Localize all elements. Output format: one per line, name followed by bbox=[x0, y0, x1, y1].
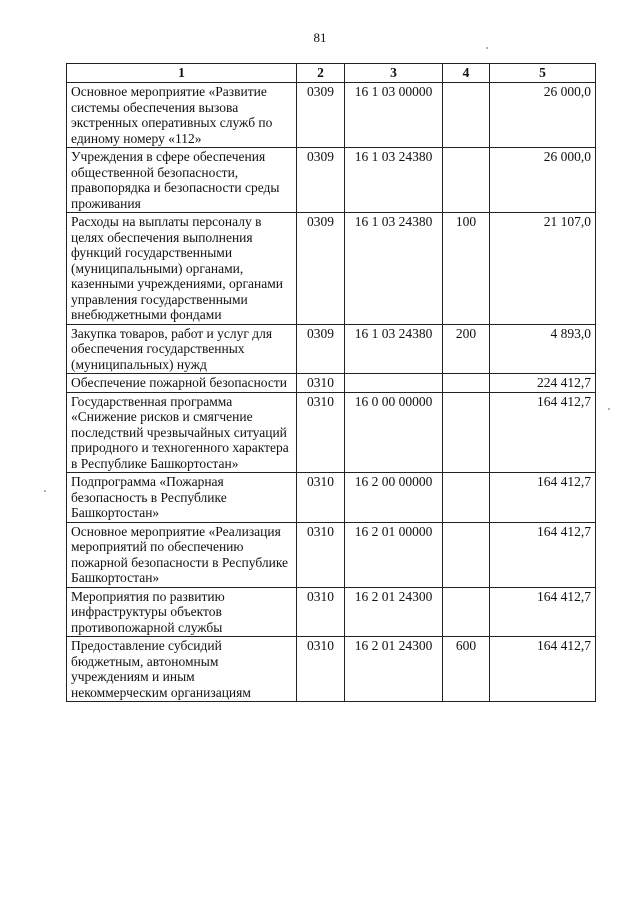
cell-name: Обеспечение пожарной безопасности bbox=[67, 374, 297, 393]
cell-section: 0309 bbox=[297, 324, 345, 374]
cell-article: 16 0 00 00000 bbox=[345, 392, 443, 473]
cell-article: 16 1 03 24380 bbox=[345, 148, 443, 213]
cell-type bbox=[443, 83, 490, 148]
cell-section: 0309 bbox=[297, 148, 345, 213]
cell-type bbox=[443, 392, 490, 473]
cell-sum: 164 412,7 bbox=[490, 522, 596, 587]
cell-sum: 26 000,0 bbox=[490, 83, 596, 148]
cell-section: 0309 bbox=[297, 213, 345, 325]
cell-sum: 26 000,0 bbox=[490, 148, 596, 213]
cell-type: 200 bbox=[443, 324, 490, 374]
cell-name: Мероприятия по развитию инфраструктуры объектов противопожарной службы bbox=[67, 587, 297, 637]
cell-article: 16 2 01 24300 bbox=[345, 587, 443, 637]
table-row bbox=[67, 83, 596, 148]
cell-section: 0310 bbox=[297, 392, 345, 473]
cell-article: 16 2 01 00000 bbox=[345, 522, 443, 587]
cell-type: 100 bbox=[443, 213, 490, 325]
cell-sum: 4 893,0 bbox=[490, 324, 596, 374]
cell-sum: 21 107,0 bbox=[490, 213, 596, 325]
scan-speck bbox=[608, 408, 610, 410]
cell-article: 16 1 03 24380 bbox=[345, 324, 443, 374]
cell-sum: 164 412,7 bbox=[490, 473, 596, 523]
cell-section: 0310 bbox=[297, 587, 345, 637]
cell-name: Основное мероприятие «Развитие системы обеспечения вызова экстренных оперативных служб по единому номеру «112» bbox=[67, 83, 297, 148]
table-row bbox=[67, 587, 596, 637]
table-row bbox=[67, 392, 596, 473]
cell-section: 0310 bbox=[297, 374, 345, 393]
cell-name: Основное мероприятие «Реализация мероприятий по обеспечению пожарной безопасности в Республике Башкортостан» bbox=[67, 522, 297, 587]
cell-sum: 164 412,7 bbox=[490, 637, 596, 702]
cell-type bbox=[443, 148, 490, 213]
cell-name: Расходы на выплаты персоналу в целях обеспечения выполнения функций государственными (муниципальными) органами, казенными учреждениями, органами управления государственными внебюджетными фондами bbox=[67, 213, 297, 325]
table-row bbox=[67, 522, 596, 587]
column-header-sum: 5 bbox=[490, 64, 596, 83]
cell-article: 16 1 03 00000 bbox=[345, 83, 443, 148]
column-header-section: 2 bbox=[297, 64, 345, 83]
cell-section: 0310 bbox=[297, 473, 345, 523]
table-row bbox=[67, 213, 596, 325]
cell-section: 0309 bbox=[297, 83, 345, 148]
page-number: 81 bbox=[313, 30, 327, 45]
cell-name: Учреждения в сфере обеспечения общественной безопасности, правопорядка и безопасности среды проживания bbox=[67, 148, 297, 213]
table-row bbox=[67, 324, 596, 374]
table-row bbox=[67, 374, 596, 393]
table-row bbox=[67, 637, 596, 702]
table-header-row bbox=[67, 64, 596, 83]
cell-name: Государственная программа «Снижение рисков и смягчение последствий чрезвычайных ситуаций природного и техногенного характера в Республике Башкортостан» bbox=[67, 392, 297, 473]
scan-speck bbox=[486, 47, 488, 49]
column-header-name: 1 bbox=[67, 64, 297, 83]
cell-type bbox=[443, 587, 490, 637]
scan-speck bbox=[44, 490, 46, 492]
cell-name: Предоставление субсидий бюджетным, автономным учреждениям и иным некоммерческим организациям bbox=[67, 637, 297, 702]
cell-article: 16 2 01 24300 bbox=[345, 637, 443, 702]
column-header-type: 4 bbox=[443, 64, 490, 83]
column-header-article: 3 bbox=[345, 64, 443, 83]
cell-type bbox=[443, 522, 490, 587]
cell-name: Закупка товаров, работ и услуг для обеспечения государственных (муниципальных) нужд bbox=[67, 324, 297, 374]
cell-name: Подпрограмма «Пожарная безопасность в Республике Башкортостан» bbox=[67, 473, 297, 523]
cell-type bbox=[443, 374, 490, 393]
budget-table bbox=[66, 63, 596, 702]
cell-sum: 224 412,7 bbox=[490, 374, 596, 393]
cell-section: 0310 bbox=[297, 522, 345, 587]
cell-sum: 164 412,7 bbox=[490, 587, 596, 637]
table-row bbox=[67, 148, 596, 213]
cell-section: 0310 bbox=[297, 637, 345, 702]
cell-type: 600 bbox=[443, 637, 490, 702]
cell-sum: 164 412,7 bbox=[490, 392, 596, 473]
table-row bbox=[67, 473, 596, 523]
cell-article: 16 2 00 00000 bbox=[345, 473, 443, 523]
cell-article: 16 1 03 24380 bbox=[345, 213, 443, 325]
cell-type bbox=[443, 473, 490, 523]
cell-article bbox=[345, 374, 443, 393]
